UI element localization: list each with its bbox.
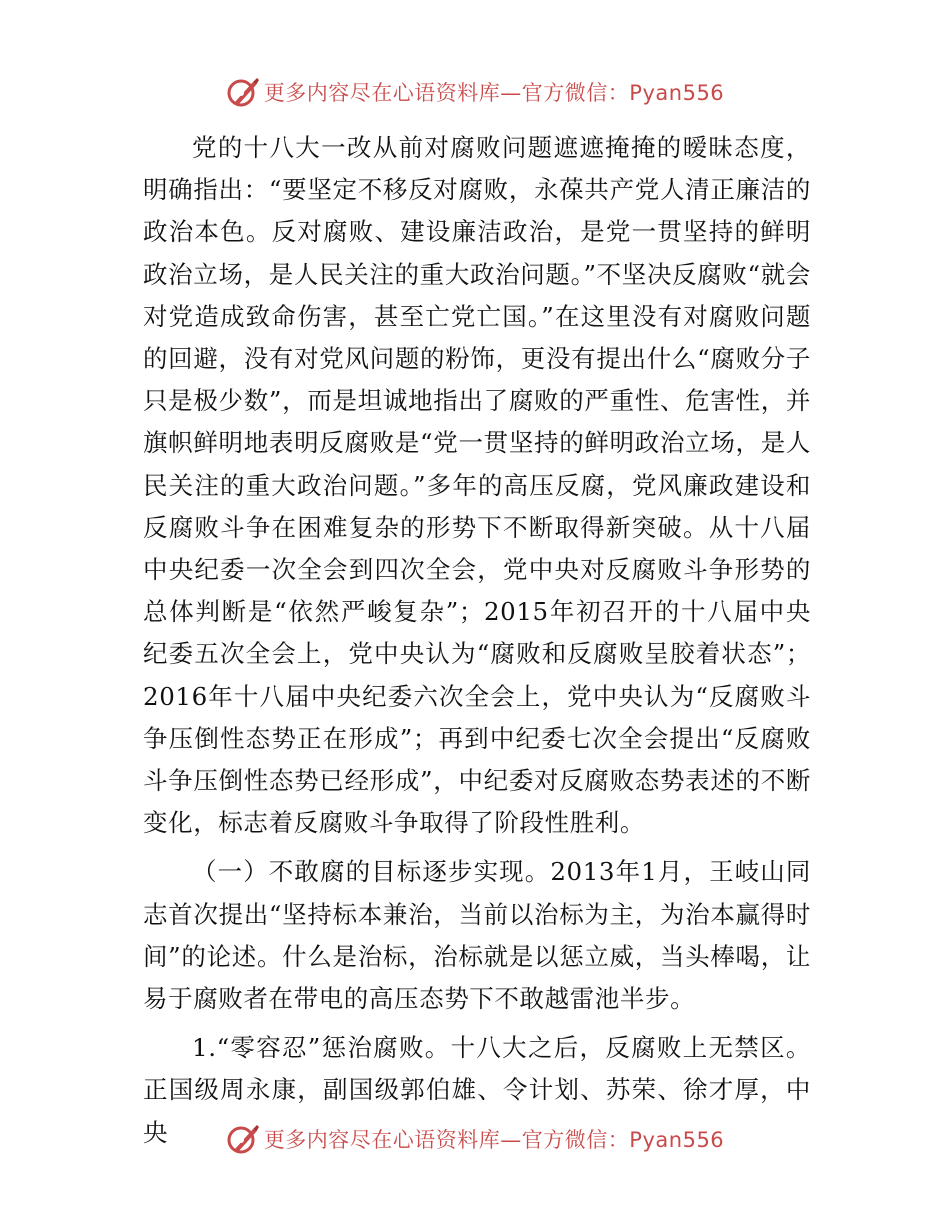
pen-logo-icon — [226, 75, 260, 109]
pen-logo-icon — [226, 1122, 260, 1156]
paragraph: （一）不敢腐的目标逐步实现。2013年1月，王岐山同志首次提出“坚持标本兼治，当前以治标为主，为治本赢得时间”的论述。什么是治标，治标就是以惩立威，当头棒喝，让易于腐败者在带电的高压态势下不敢越雷池半步。 — [143, 857, 811, 1014]
document-body — [143, 127, 811, 1154]
header-banner-text: 更多内容尽在心语资料库—官方微信：Pyan556 — [263, 81, 725, 105]
header-banner — [0, 72, 950, 112]
footer-banner-text: 更多内容尽在心语资料库—官方微信：Pyan556 — [263, 1128, 725, 1152]
footer-banner — [0, 1119, 950, 1159]
paragraph: 1.“零容忍”惩治腐败。十八大之后，反腐败上无禁区。正国级周永康，副国级郭伯雄、令计划、苏荣、徐才厚，中央 — [143, 1033, 811, 1147]
paragraph: 党的十八大一改从前对腐败问题遮遮掩掩的暧昧态度，明确指出：“要坚定不移反对腐败，永葆共产党人清正廉洁的政治本色。反对腐败、建设廉洁政治，是党一贯坚持的鲜明政治立场，是人民关注的重大政治问题。”不坚决反腐败“就会对党造成致命伤害，甚至亡党亡国。”在这里没有对腐败问题的回避，没有对党风问题的粉饰，更没有提出什么“腐败分子只是极少数”，而是坦诚地指出了腐败的严重性、危害性，并旗帜鲜明地表明反腐败是“党一贯坚持的鲜明政治立场，是人民关注的重大政治问题。”多年的高压反腐，党风廉政建设和反腐败斗争在困难复杂的形势下不断取得新突破。从十八届中央纪委一次全会到四次全会，党中央对反腐败斗争形势的总体判断是“依然严峻复杂”；2015年初召开的十八届中央纪委五次全会上，党中央认为“腐败和反腐败呈胶着状态”；2016年十八届中央纪委六次全会上，党中央认为“反腐败斗争压倒性态势正在形成”；再到中纪委七次全会提出“反腐败斗争压倒性态势已经形成”，中纪委对反腐败态势表述的不断变化，标志着反腐败斗争取得了阶段性胜利。 — [143, 133, 811, 838]
